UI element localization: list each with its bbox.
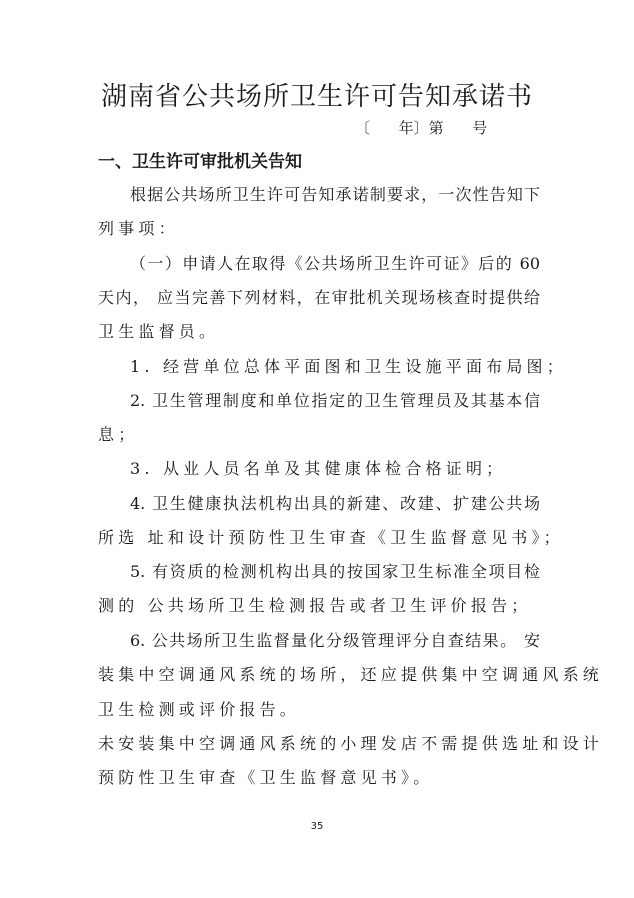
body-line: 列事项： — [98, 219, 179, 238]
body-line: 2. 卫生管理制度和单位指定的卫生管理员及其基本信 — [130, 391, 540, 410]
body-line: 卫生检测或评价报告。 — [98, 700, 301, 719]
body-line: 4. 卫生健康执法机构出具的新建、改建、扩建公共场 — [130, 494, 540, 513]
section-heading: 一、卫生许可审批机关告知 — [98, 152, 302, 172]
body-line: 预防性卫生审查《卫生监督意见书》。 — [98, 768, 434, 787]
body-line: 未安装集中空调通风系统的小理发店不需提供选址和设计 — [98, 734, 604, 753]
body-line: 测的 公共场所卫生检测报告或者卫生评价报告； — [98, 596, 532, 615]
document-title: 湖南省公共场所卫生许可告知承诺书 — [100, 82, 533, 112]
body-line: 根据公共场所卫生许可告知承诺制要求，一次性告知下 — [130, 185, 540, 204]
body-line: 6. 公共场所卫生监督量化分级管理评分自查结果。 安 — [130, 631, 540, 650]
body-line: 3. 从业人员名单及其健康体检合格证明； — [130, 459, 507, 478]
body-line: 1. 经营单位总体平面图和卫生设施平面布局图； — [130, 357, 567, 376]
body-line: 所选 址和设计预防性卫生审查《卫生监督意见书》； — [98, 528, 564, 547]
body-line: （一）申请人在取得《公共场所卫生许可证》后的 60 — [130, 254, 540, 273]
body-line: 卫生监督员。 — [98, 322, 220, 341]
body-line: 天内， 应当完善下列材料，在审批机关现场核查时提供给 — [98, 288, 540, 307]
document-number: 〔 年〕第 号 — [355, 119, 488, 137]
page-number: 35 — [310, 821, 324, 832]
body-line: 息； — [98, 425, 139, 444]
body-line: 5. 有资质的检测机构出具的按国家卫生标准全项目检 — [130, 562, 540, 581]
body-line: 装集中空调通风系统的场所，还应提供集中空调通风系统 — [98, 665, 604, 684]
